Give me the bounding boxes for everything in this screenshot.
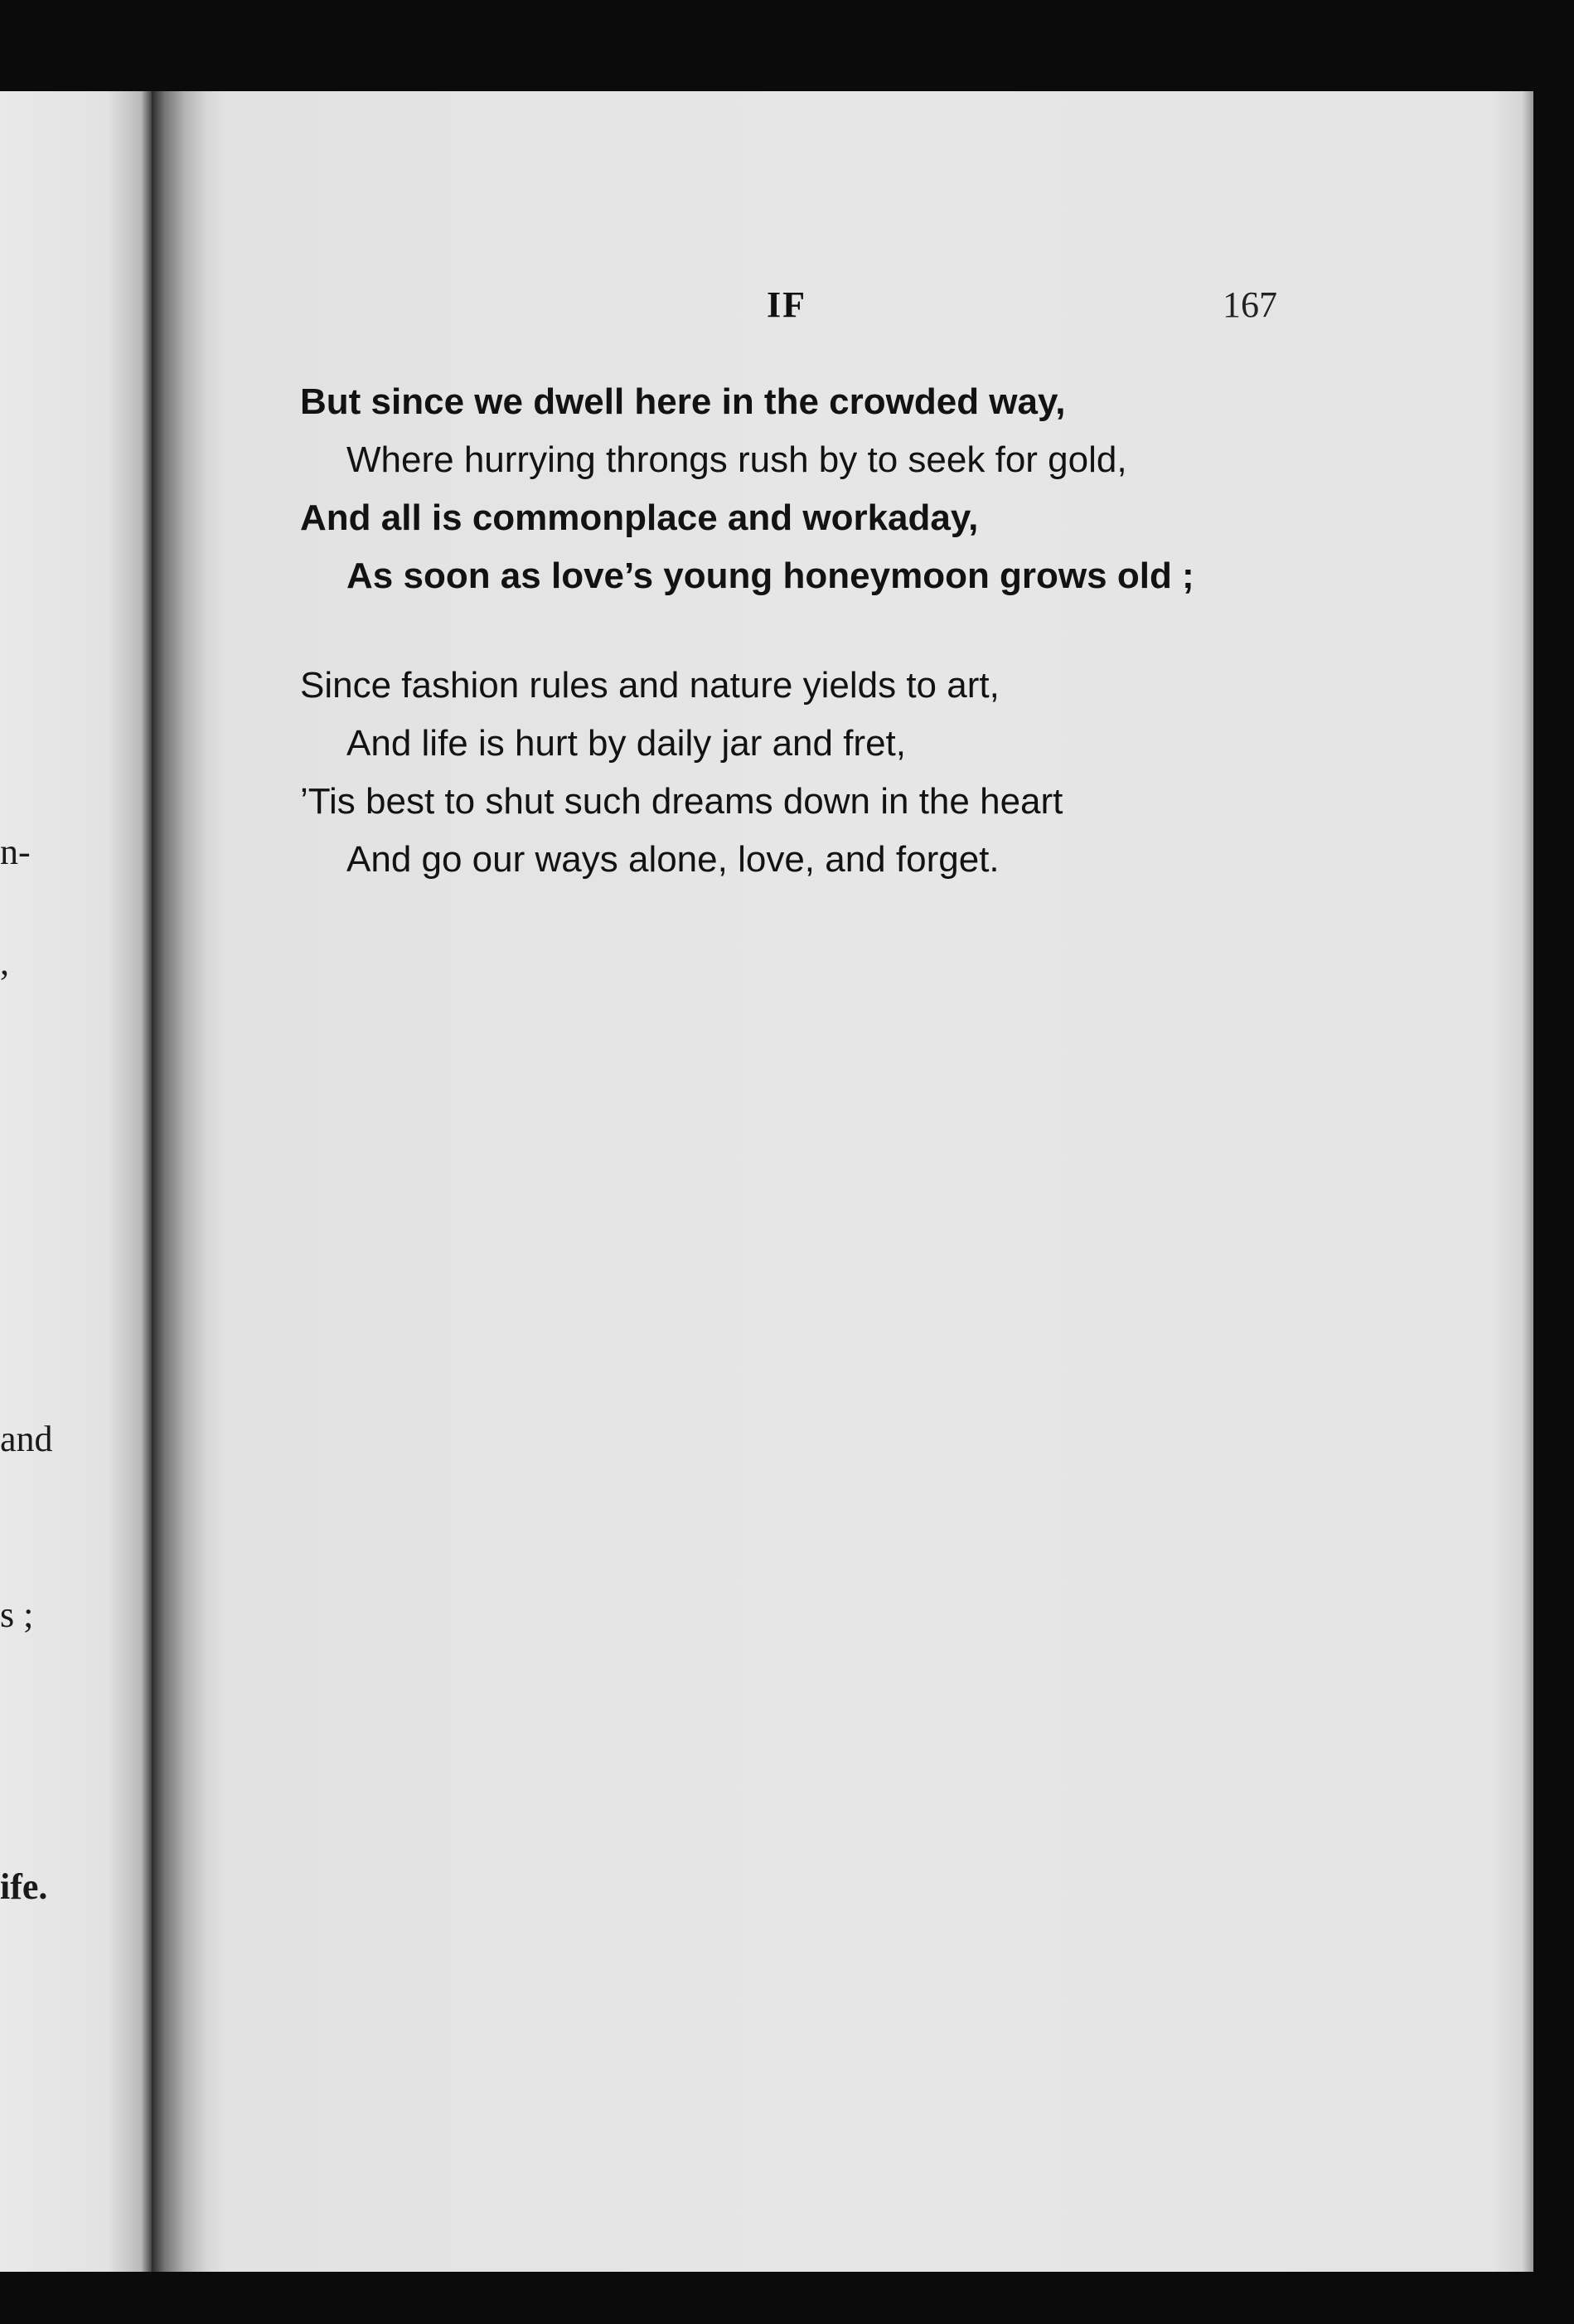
poem-line: And all is commonplace and workaday, (300, 497, 979, 538)
facing-page-text: s ; (0, 1594, 34, 1635)
poem-text (300, 373, 1194, 940)
poem-line: As soon as love’s young honeymoon grows old ; (346, 556, 1194, 596)
book-page (157, 91, 1533, 2272)
poem-line: But since we dwell here in the crowded way, (300, 381, 1066, 422)
poem-line: And go our ways alone, love, and forget. (346, 839, 1000, 880)
facing-page-text: n- (0, 832, 31, 872)
page-edge-shadow (1522, 91, 1533, 2272)
poem-line: And life is hurt by daily jar and fret, (346, 723, 906, 764)
book-gutter-shadow (152, 91, 226, 2272)
poem-line: Since fashion rules and nature yields to art, (300, 665, 1000, 706)
facing-page-text: ife. (0, 1866, 48, 1907)
running-head-title: IF (767, 284, 806, 325)
page-number: 167 (1223, 284, 1277, 325)
facing-page-fragment (0, 91, 153, 2272)
stanza (300, 373, 1194, 605)
facing-page-text: and (0, 1419, 53, 1459)
poem-line: ’Tis best to shut such dreams down in the heart (300, 781, 1063, 822)
stanza (300, 657, 1194, 889)
poem-line: Where hurrying throngs rush by to seek for gold, (346, 439, 1127, 480)
facing-page-text: , (0, 942, 9, 982)
